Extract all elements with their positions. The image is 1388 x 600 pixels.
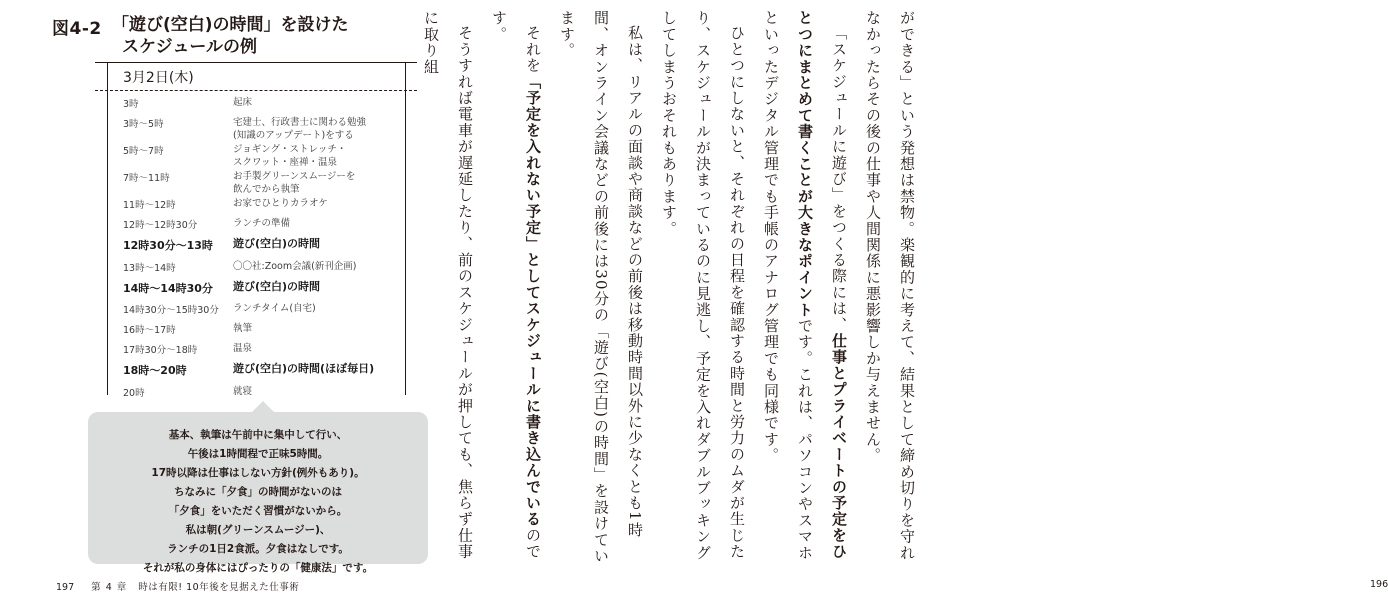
callout-line: ランチの1日2食派。夕食はなしです。 <box>167 543 349 555</box>
callout-line: 午後は1時間程で正味5時間。 <box>187 448 329 460</box>
figure-title <box>112 14 412 58</box>
schedule-activity-line: ランチタイム(自宅) <box>233 303 316 314</box>
figure-title-line1: 「遊び(空白)の時間」を設けた <box>112 15 349 35</box>
schedule-time: 14時30分〜15時30分 <box>123 305 219 316</box>
callout-text <box>88 426 428 578</box>
schedule-time: 14時〜14時30分 <box>123 281 213 295</box>
left-footer <box>56 579 299 593</box>
paragraph-5-emphasis: 「予定を入れない予定」としてスケジュールに書き込んでいる <box>524 73 542 528</box>
schedule-activity-line: ジョギング・ストレッチ・ <box>233 144 347 155</box>
callout-line: 私は朝(グリーンスムージー)、 <box>185 524 331 536</box>
schedule-activity-line: 起床 <box>233 97 253 108</box>
schedule-top-rule <box>95 62 417 63</box>
callout-line: 基本、執筆は午前中に集中して行い、 <box>168 429 348 441</box>
schedule-time: 18時〜20時 <box>123 364 187 377</box>
schedule-activity <box>233 385 252 398</box>
paragraph-2-tail: です。これは、パソコンやスマホといったデジタル管理でも手帳のアナログ管理でも同様です。 <box>762 10 814 561</box>
schedule-left-rule <box>107 62 108 395</box>
schedule-activity <box>233 143 346 169</box>
schedule-row-blank-time <box>123 362 403 385</box>
schedule-activity <box>233 342 252 355</box>
schedule-row <box>123 342 403 362</box>
vertical-body-text <box>422 10 924 570</box>
schedule-time: 11時〜12時 <box>123 200 176 211</box>
schedule-activity-line: (知識のアップデート)をする <box>233 130 354 141</box>
schedule-activity <box>233 280 320 293</box>
schedule-time: 5時〜7時 <box>123 146 164 157</box>
schedule-activity-line: 遊び(空白)の時間 <box>233 279 321 293</box>
schedule-activity <box>233 170 355 196</box>
schedule-activity-line: スクワット・座禅・温泉 <box>233 157 338 168</box>
schedule-row <box>123 302 403 322</box>
paragraph-2 <box>754 10 856 570</box>
schedule-activity <box>233 362 374 375</box>
schedule-time: 13時〜14時 <box>123 262 176 274</box>
schedule-row <box>123 217 403 237</box>
callout-line: それが私の身体にはぴったりの「健康法」です。 <box>142 562 374 574</box>
schedule-time: 16時〜17時 <box>123 325 176 336</box>
schedule-dashed-rule <box>95 90 417 91</box>
schedule-time: 12時〜12時30分 <box>123 220 198 231</box>
schedule-activity-line: 〇〇社:Zoom会議(新刊企画) <box>233 260 357 272</box>
left-page <box>0 0 480 600</box>
schedule-row <box>123 322 403 342</box>
schedule-box <box>95 62 417 399</box>
schedule-activity-line: 宅建士、行政書士に関わる勉強 <box>233 117 367 128</box>
schedule-row <box>123 260 403 280</box>
chapter-label: 第 4 章 <box>91 582 128 593</box>
schedule-activity-line: 遊び(空白)の時間 <box>233 237 321 250</box>
paragraph-5-tail: のです。 <box>490 10 542 560</box>
schedule-activity-line: 温泉 <box>233 343 253 354</box>
schedule-row <box>123 96 403 116</box>
schedule-row <box>123 143 403 170</box>
right-page <box>422 0 1388 600</box>
schedule-time: 17時30分〜18時 <box>123 345 198 356</box>
schedule-activity <box>233 197 328 210</box>
paragraph-2-lead: 「スケジュールに遊び」をつくる際には、 <box>830 25 848 333</box>
schedule-rows <box>123 96 403 405</box>
schedule-row <box>123 116 403 143</box>
left-page-number: 197 <box>56 582 75 593</box>
paragraph-1: ができる」という発想は禁物。楽観的に考えて、結果として締め切りを守れなかったらその後の仕事や人間関係に悪影響しか与えません。 <box>864 10 916 561</box>
schedule-time: 7時〜11時 <box>123 173 170 184</box>
schedule-activity <box>233 116 366 142</box>
paragraph-6: そうすれば電車が遅延したり、前のスケジュールが押しても、焦らず仕事に取り組 <box>422 10 474 560</box>
schedule-activity <box>233 217 290 230</box>
schedule-activity-line: お手製グリーンスムージーを <box>233 171 356 182</box>
schedule-activity-line: 就寝 <box>233 385 253 397</box>
paragraph-5-lead: それを <box>524 25 542 74</box>
figure-title-line2: スケジュールの例 <box>122 37 257 57</box>
callout-bubble <box>88 412 428 574</box>
schedule-row-blank-time <box>123 237 403 260</box>
paragraph-3: ひとつにしないと、それぞれの日程を確認する時間と労力のムダが生じたり、スケジュールが決まっているのに見逃し、予定を入れダブルブッキングしてしまうおそれもあります。 <box>660 10 746 561</box>
figure-number: 図4-2 <box>52 19 102 39</box>
schedule-activity <box>233 96 252 109</box>
callout-tail <box>252 401 274 412</box>
schedule-row <box>123 197 403 217</box>
callout-line: 17時以降は仕事はしない方針(例外もあり)。 <box>151 467 365 479</box>
callout-line: 「夕食」をいただく習慣がないから。 <box>168 505 348 517</box>
schedule-activity <box>233 260 357 273</box>
schedule-row-blank-time <box>123 280 403 303</box>
schedule-activity <box>233 302 316 315</box>
paragraph-2-emphasis: 仕事とプライベートの予定をひとつにまとめて書くことが大きなポイント <box>796 10 848 560</box>
schedule-time: 20時 <box>123 387 145 399</box>
schedule-activity-line: 執筆 <box>233 323 253 334</box>
right-page-number: 196 <box>1370 579 1388 590</box>
schedule-time: 12時30分〜13時 <box>123 239 213 252</box>
schedule-right-rule <box>405 62 406 395</box>
schedule-date: 3月2日(木) <box>123 70 194 86</box>
callout-line: ちなみに「夕食」の時間がないのは <box>174 486 342 498</box>
schedule-activity-line: 飲んでから執筆 <box>233 184 300 195</box>
schedule-row <box>123 170 403 197</box>
schedule-time: 3時 <box>123 99 139 110</box>
schedule-activity-line: ランチの準備 <box>233 218 291 229</box>
schedule-time: 3時〜5時 <box>123 119 164 130</box>
schedule-activity-line: 遊び(空白)の時間(ほぼ毎日) <box>233 362 375 375</box>
paragraph-4: 私は、リアルの面談や商談などの前後は移動時間以外に少なくとも1時間、オンライン会議などの前後には30分の「遊び(空白)の時間」を設けています。 <box>558 10 644 564</box>
schedule-activity-line: お家でひとりカラオケ <box>233 198 328 209</box>
schedule-activity <box>233 322 252 335</box>
running-title: 時は有限! 10年後を見据えた仕事術 <box>138 582 300 593</box>
schedule-activity <box>233 237 320 250</box>
paragraph-5 <box>482 10 550 570</box>
